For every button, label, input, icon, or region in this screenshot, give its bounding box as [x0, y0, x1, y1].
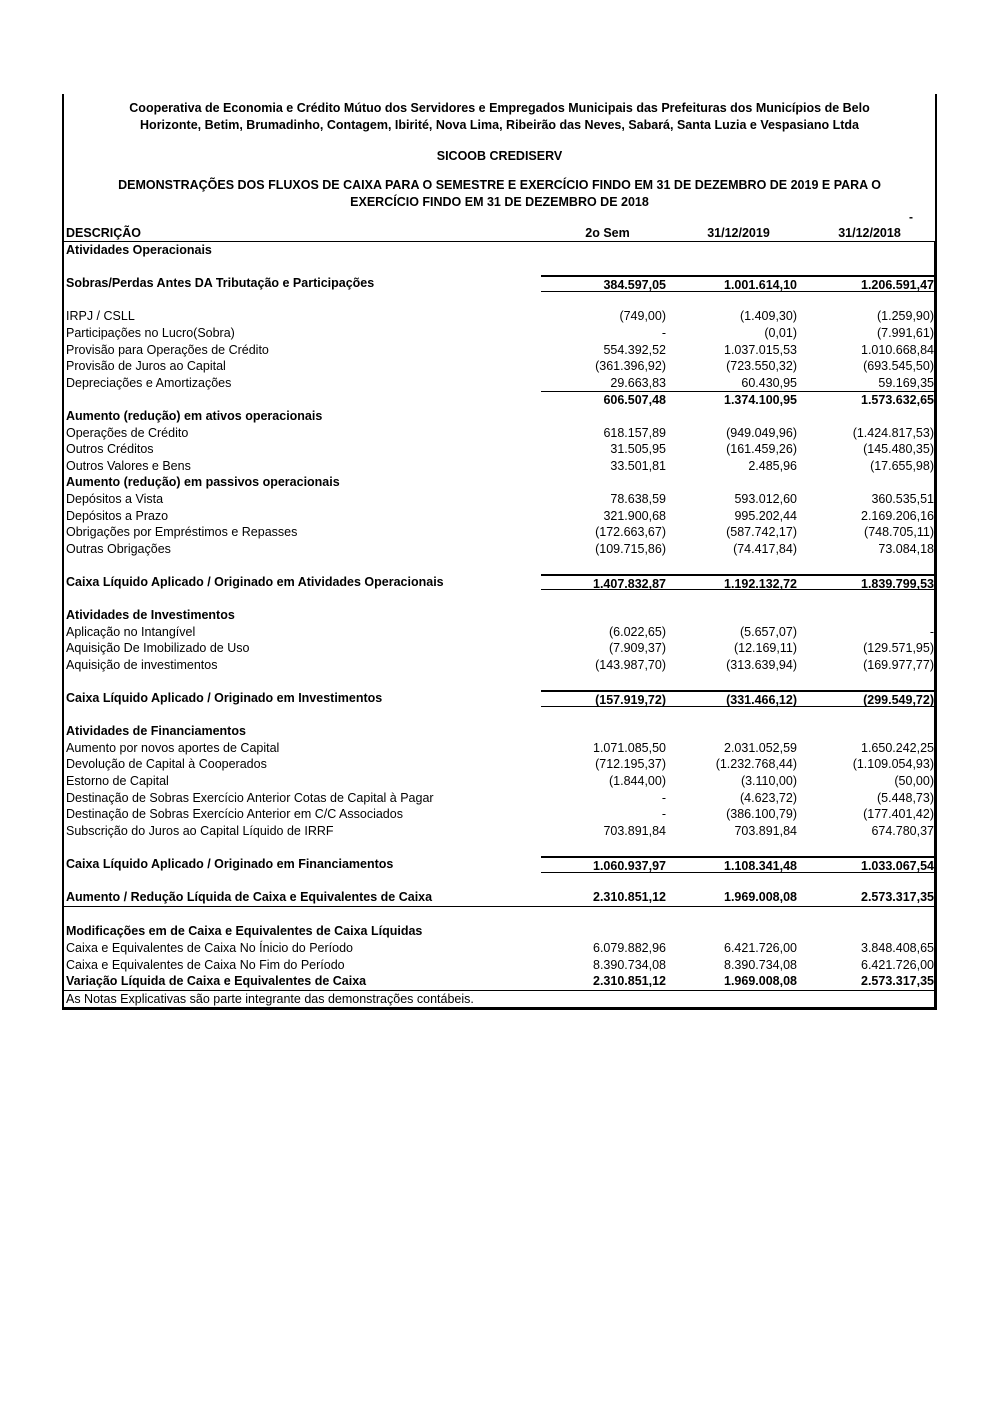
value-2019: 2.485,96	[748, 458, 797, 473]
table-row-aumento-reducao	[64, 889, 934, 907]
spacer	[64, 873, 934, 890]
value-2o-sem: -	[661, 325, 666, 340]
table-row	[64, 740, 934, 757]
value-2o-sem: -	[661, 807, 666, 822]
value-2018: 1.010.668,84	[861, 342, 934, 357]
value-2019: 995.202,44	[734, 508, 797, 523]
subsection-title-ativos	[64, 408, 934, 425]
value-2018: 6.421.726,00	[861, 957, 934, 972]
row-label: Provisão para Operações de Crédito	[66, 342, 269, 357]
value-2018: (748.705,11)	[864, 525, 934, 540]
row-values	[541, 756, 934, 773]
value-2o-sem: (712.195,37)	[595, 757, 666, 772]
column-header-description: DESCRIÇÃO	[66, 226, 142, 240]
cash-flow-statement	[62, 94, 937, 1010]
table-row	[64, 425, 934, 442]
value-2o-sem: 606.507,48	[603, 393, 666, 408]
row-label: Provisão de Juros ao Capital	[66, 359, 226, 374]
row-values	[541, 425, 934, 442]
value-2o-sem: 554.392,52	[603, 342, 666, 357]
value-2019: (5.657,07)	[740, 624, 797, 639]
value-2018: (5.448,73)	[877, 790, 934, 805]
value-2019: (587.742,17)	[726, 525, 797, 540]
dash-mark: -	[909, 210, 913, 224]
row-label: Caixa Líquido Aplicado / Originado em Investimentos	[66, 691, 383, 706]
row-label: Aumento por novos aportes de Capital	[66, 740, 280, 755]
row-values	[541, 391, 934, 408]
value-2018: (299.549,72)	[863, 693, 934, 708]
value-2o-sem: 321.900,68	[603, 508, 666, 523]
row-label: Outras Obrigações	[66, 541, 171, 556]
spacer	[64, 907, 934, 924]
row-label: Aplicação no Intangível	[66, 624, 196, 639]
row-values	[541, 524, 934, 541]
table-row-sobras	[64, 275, 934, 292]
column-header-2019: 31/12/2019	[707, 226, 770, 240]
section-title-investimentos	[64, 607, 934, 624]
value-2o-sem: (109.715,86)	[595, 541, 666, 556]
table-row	[64, 541, 934, 558]
value-2o-sem: 1.060.937,97	[593, 858, 666, 873]
row-values	[541, 790, 934, 807]
footer-note-text: As Notas Explicativas são parte integrante das demonstrações contábeis.	[66, 991, 474, 1006]
table-row	[64, 823, 934, 840]
value-2019: (0,01)	[764, 325, 797, 340]
table-row-total-investimentos	[64, 690, 934, 707]
row-values	[541, 375, 934, 392]
value-2018: 1.206.591,47	[861, 278, 934, 293]
table-row	[64, 940, 934, 957]
row-label: Caixa Líquido Aplicado / Originado em Atividades Operacionais	[66, 574, 444, 589]
spacer	[64, 259, 934, 276]
table-row	[64, 657, 934, 674]
value-2018: 3.848.408,65	[861, 940, 934, 955]
statement-title-line-2: EXERCÍCIO FINDO EM 31 DE DEZEMBRO DE 2018	[350, 195, 649, 209]
document-header	[62, 94, 937, 241]
table-row-variacao	[64, 973, 934, 990]
value-2018: -	[929, 624, 934, 639]
value-2018: (1.259,90)	[877, 309, 934, 324]
table-row	[64, 756, 934, 773]
value-2019: (331.466,12)	[726, 693, 797, 708]
value-2018: (177.401,42)	[863, 807, 934, 822]
row-label: Subscrição do Juros ao Capital Líquido de IRRF	[66, 823, 334, 838]
value-2o-sem: 6.079.882,96	[593, 940, 666, 955]
value-2018: (1.424.817,53)	[852, 425, 934, 440]
row-label: Estorno de Capital	[66, 774, 169, 788]
row-values	[541, 342, 934, 359]
value-2019: 1.108.341,48	[724, 858, 797, 873]
value-2o-sem: 2.310.851,12	[593, 890, 666, 905]
row-label: Destinação de Sobras Exercício Anterior Cotas de Capital à Pagar	[66, 790, 434, 805]
row-label: Depreciações e Amortizações	[66, 375, 232, 390]
value-2018: 2.573.317,35	[861, 974, 934, 989]
table-row	[64, 458, 934, 475]
value-2018: 2.169.206,16	[861, 508, 934, 523]
value-2o-sem: (143.987,70)	[595, 657, 666, 672]
table-row	[64, 375, 934, 392]
value-2019: 593.012,60	[734, 491, 797, 506]
row-values	[541, 973, 934, 990]
row-label: Sobras/Perdas Antes DA Tributação e Participações	[66, 276, 375, 291]
value-2019: 1.192.132,72	[724, 576, 797, 591]
table-row	[64, 508, 934, 525]
value-2018: 674.780,37	[871, 823, 934, 838]
table-row	[64, 491, 934, 508]
row-label: Variação Líquida de Caixa e Equivalentes de Caixa	[66, 974, 367, 989]
row-values	[541, 441, 934, 458]
value-2019: (1.232.768,44)	[715, 757, 797, 772]
value-2018: 59.169,35	[878, 375, 934, 390]
table-row	[64, 441, 934, 458]
value-2o-sem: 1.071.085,50	[593, 740, 666, 755]
row-values	[541, 275, 934, 292]
value-2019: 1.969.008,08	[724, 974, 797, 989]
row-values	[541, 574, 934, 591]
value-2018: (50,00)	[894, 774, 934, 788]
section-title-operacionais	[64, 242, 934, 259]
table-row	[64, 358, 934, 375]
row-label: Aquisição de investimentos	[66, 657, 218, 672]
row-label: Devolução de Capital à Cooperados	[66, 757, 267, 772]
value-2019: (386.100,79)	[726, 807, 797, 822]
section-label: Atividades Operacionais	[66, 243, 212, 257]
value-2019: (1.409,30)	[740, 309, 797, 324]
footer-note	[64, 990, 934, 1008]
org-name-line-1: Cooperativa de Economia e Crédito Mútuo dos Servidores e Empregados Municipais das Prefeituras dos Municípios de Belo	[129, 101, 870, 115]
row-label: Depósitos a Vista	[66, 491, 164, 506]
value-2018: (693.545,50)	[863, 359, 934, 374]
subsection-title-passivos	[64, 474, 934, 491]
table-row	[64, 957, 934, 974]
value-2019: 1.374.100,95	[724, 393, 797, 408]
row-values	[541, 508, 934, 525]
row-values	[541, 690, 934, 707]
row-label: Caixa e Equivalentes de Caixa No Fim do Período	[66, 957, 345, 972]
value-2019: 60.430,95	[741, 375, 797, 390]
value-2019: (12.169,11)	[733, 641, 797, 656]
spacer	[64, 839, 934, 856]
spacer	[64, 557, 934, 574]
spacer	[64, 707, 934, 724]
table-row-subtotal	[64, 391, 934, 408]
value-2018: 360.535,51	[871, 491, 934, 506]
section-title-modificacoes	[64, 923, 934, 940]
table-row	[64, 773, 934, 790]
row-values	[541, 640, 934, 657]
value-2019: 703.891,84	[734, 823, 797, 838]
section-label: Aumento (redução) em ativos operacionais	[66, 408, 323, 423]
value-2019: (3.110,00)	[740, 774, 797, 788]
row-values	[541, 773, 934, 790]
row-label: Caixa Líquido Aplicado / Originado em Financiamentos	[66, 856, 394, 871]
value-2018: 73.084,18	[878, 541, 934, 556]
row-values	[541, 541, 934, 558]
table-row-total-operacionais	[64, 574, 934, 591]
row-values	[541, 491, 934, 508]
value-2o-sem: 8.390.734,08	[593, 957, 666, 972]
value-2018: (129.571,95)	[863, 641, 934, 656]
value-2019: 1.037.015,53	[724, 342, 797, 357]
value-2019: (161.459,26)	[726, 442, 797, 457]
row-values	[541, 940, 934, 957]
row-label: Operações de Crédito	[66, 425, 189, 440]
row-label: Obrigações por Empréstimos e Repasses	[66, 525, 298, 540]
value-2019: (949.049,96)	[726, 425, 797, 440]
row-label: Aquisição De Imobilizado de Uso	[66, 641, 250, 656]
spacer	[64, 292, 934, 309]
organization-name	[64, 98, 935, 134]
table-row	[64, 524, 934, 541]
row-label: Outros Créditos	[66, 442, 154, 457]
cash-flow-table	[62, 241, 937, 1010]
value-2019: 1.969.008,08	[724, 890, 797, 905]
section-label: Atividades de Financiamentos	[66, 724, 246, 739]
value-2o-sem: 78.638,59	[610, 491, 666, 506]
row-values	[541, 624, 934, 641]
table-row	[64, 624, 934, 641]
value-2o-sem: 31.505,95	[610, 442, 666, 457]
value-2o-sem: 384.597,05	[603, 278, 666, 293]
value-2019: (74.417,84)	[733, 541, 797, 556]
table-row	[64, 790, 934, 807]
value-2019: 2.031.052,59	[724, 740, 797, 755]
row-values	[541, 856, 934, 873]
value-2018: (7.991,61)	[877, 325, 934, 340]
table-row	[64, 308, 934, 325]
value-2018: (17.655,98)	[870, 458, 934, 473]
column-headers	[64, 225, 935, 241]
value-2o-sem: (361.396,92)	[595, 359, 666, 374]
value-2o-sem: 703.891,84	[603, 823, 666, 838]
value-2o-sem: -	[661, 790, 666, 805]
spacer	[64, 590, 934, 607]
statement-title	[64, 177, 935, 211]
value-2o-sem: 618.157,89	[603, 425, 666, 440]
row-values	[541, 358, 934, 375]
value-2o-sem: 2.310.851,12	[593, 974, 666, 989]
row-label: Caixa e Equivalentes de Caixa No Ínicio do Período	[66, 940, 353, 955]
spacer	[64, 673, 934, 690]
value-2018: 1.650.242,25	[861, 740, 934, 755]
row-values	[541, 458, 934, 475]
value-2019: 6.421.726,00	[724, 940, 797, 955]
column-header-2o-sem: 2o Sem	[585, 226, 630, 240]
row-label	[64, 391, 541, 408]
value-2o-sem: 29.663,83	[610, 375, 666, 390]
value-2018: 1.033.067,54	[861, 858, 934, 873]
value-2o-sem: (1.844,00)	[609, 774, 666, 788]
value-2018: 1.573.632,65	[861, 393, 934, 408]
row-label: Aumento / Redução Líquida de Caixa e Equivalentes de Caixa	[66, 890, 433, 905]
table-row	[64, 806, 934, 823]
row-label: Outros Valores e Bens	[66, 458, 191, 473]
row-values	[541, 823, 934, 840]
row-label: Depósitos a Prazo	[66, 508, 169, 523]
column-header-2018: 31/12/2018	[838, 226, 901, 240]
value-2019: 1.001.614,10	[724, 278, 797, 293]
row-values	[541, 308, 934, 325]
row-label: Participações no Lucro(Sobra)	[66, 325, 235, 340]
row-values	[541, 889, 934, 906]
value-2018: (169.977,77)	[863, 657, 934, 672]
value-2019: (4.623,72)	[740, 790, 797, 805]
table-row-total-financiamentos	[64, 856, 934, 873]
value-2o-sem: (6.022,65)	[609, 624, 666, 639]
row-label: IRPJ / CSLL	[66, 309, 135, 324]
row-values	[541, 325, 934, 342]
section-label: Aumento (redução) em passivos operacionais	[66, 475, 340, 490]
section-label: Modificações em de Caixa e Equivalentes de Caixa Líquidas	[66, 924, 423, 939]
value-2018: (145.480,35)	[863, 442, 934, 457]
row-values	[541, 657, 934, 674]
table-row	[64, 342, 934, 359]
org-name-line-2: Horizonte, Betim, Brumadinho, Contagem, Ibirité, Nova Lima, Ribeirão das Neves, Sabará, Santa Luzia e Vespasiano Ltda	[140, 118, 859, 132]
value-2018: (1.109.054,93)	[852, 757, 934, 772]
value-2o-sem: 1.407.832,87	[593, 576, 666, 591]
table-row	[64, 325, 934, 342]
value-2o-sem: (749,00)	[619, 309, 666, 324]
row-values	[541, 740, 934, 757]
value-2o-sem: (157.919,72)	[595, 693, 666, 708]
section-label: Atividades de Investimentos	[66, 608, 235, 623]
brand-name: SICOOB CREDISERV	[436, 149, 563, 163]
value-2o-sem: 33.501,81	[610, 458, 666, 473]
value-2o-sem: (172.663,67)	[595, 525, 666, 540]
row-values	[541, 957, 934, 974]
table-row	[64, 640, 934, 657]
value-2019: (723.550,32)	[726, 359, 797, 374]
row-values	[541, 806, 934, 823]
statement-title-line-1: DEMONSTRAÇÕES DOS FLUXOS DE CAIXA PARA O SEMESTRE E EXERCÍCIO FINDO EM 31 DE DEZEMBRO DE 2019 E PARA O	[118, 178, 881, 192]
value-2019: (313.639,94)	[726, 657, 797, 672]
row-label: Destinação de Sobras Exercício Anterior em C/C Associados	[66, 807, 403, 822]
section-title-financiamentos	[64, 723, 934, 740]
value-2018: 1.839.799,53	[861, 576, 934, 591]
value-2o-sem: (7.909,37)	[609, 641, 666, 656]
value-2019: 8.390.734,08	[724, 957, 797, 972]
value-2018: 2.573.317,35	[861, 890, 934, 905]
